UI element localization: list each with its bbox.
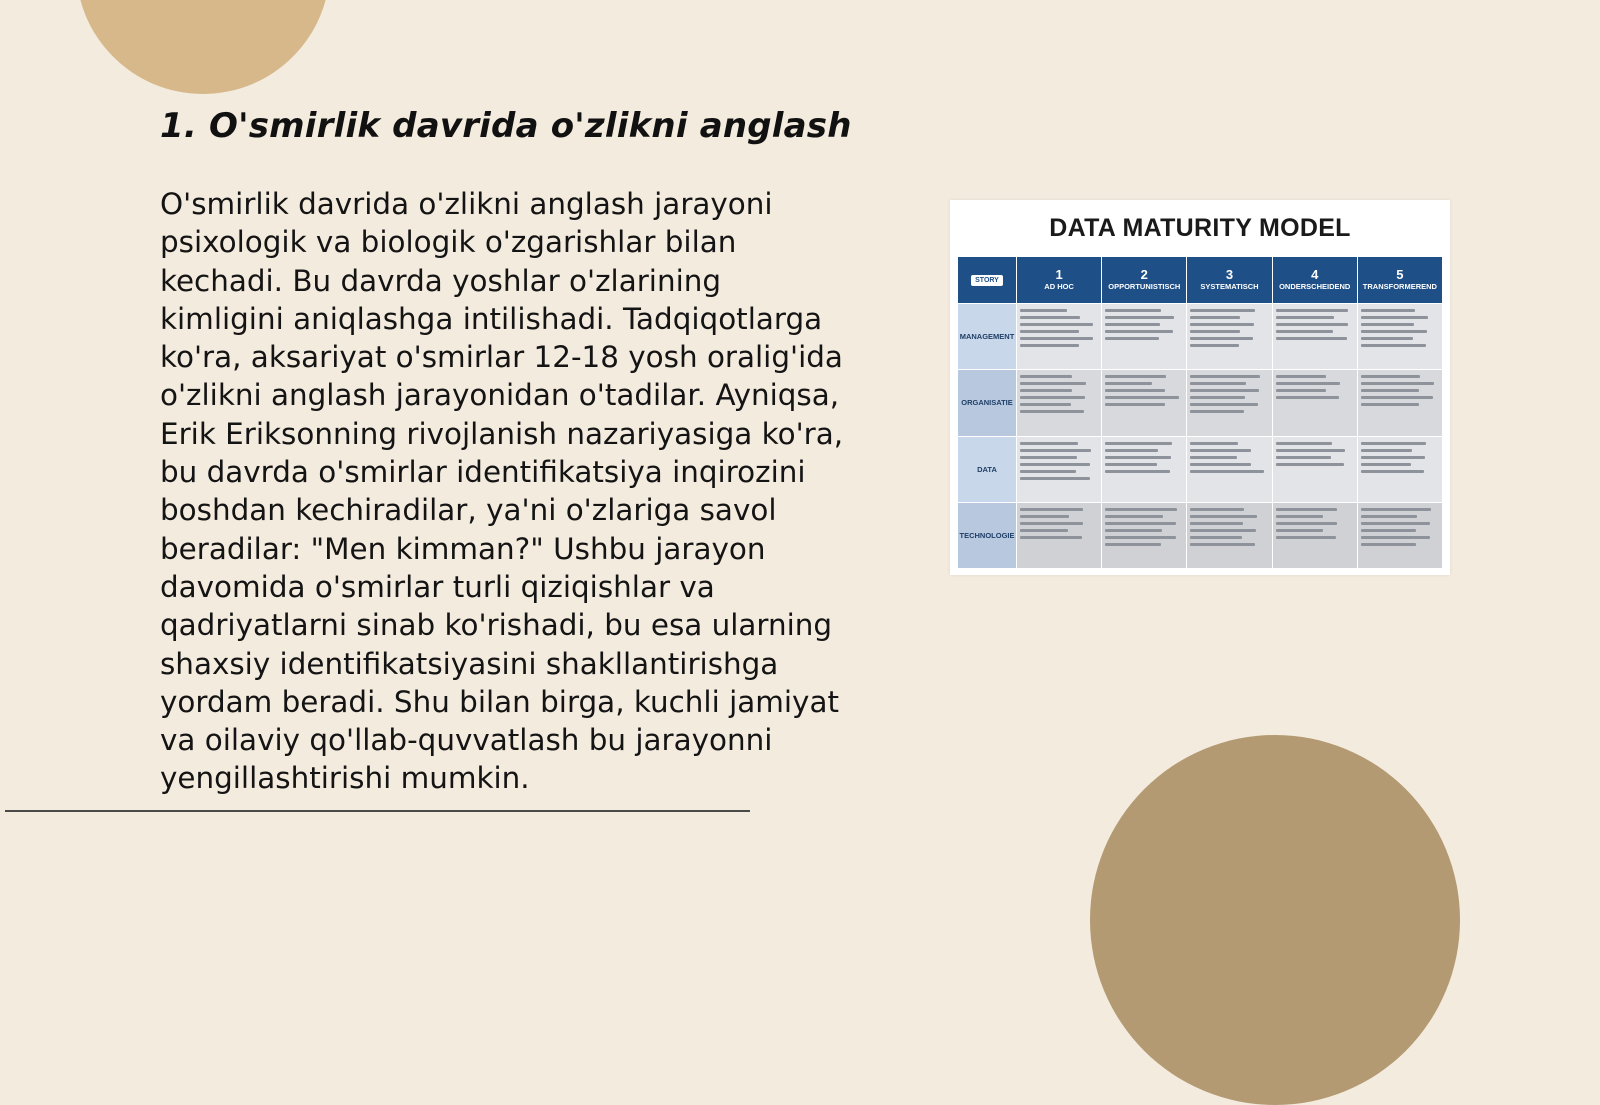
table-cell [1273,370,1357,435]
table-cell [1102,304,1186,369]
cell-text-line [1361,456,1425,459]
table-cell [1017,370,1101,435]
cell-text-line [1020,470,1076,473]
cell-text-line [1190,382,1246,385]
table-cell [1358,503,1442,568]
table-cell [1273,304,1357,369]
cell-text-line [1361,470,1424,473]
cell-text-line [1276,508,1338,511]
column-label: SYSTEMATISCH [1200,282,1259,291]
cell-text-line [1020,515,1069,518]
cell-text-line [1276,515,1324,518]
cell-text-line [1190,316,1240,319]
cell-text-line [1020,316,1080,319]
cell-text-line [1105,316,1174,319]
cell-text-line [1361,543,1416,546]
cell-text-line [1020,375,1072,378]
cell-text-line [1190,337,1253,340]
cell-text-line [1361,344,1427,347]
cell-text-line [1105,529,1162,532]
maturity-table [958,257,1442,568]
cell-text-line [1190,344,1238,347]
cell-text-line [1361,389,1420,392]
cell-text-line [1361,375,1420,378]
cell-text-line [1190,543,1255,546]
cell-text-line [1361,536,1430,539]
cell-text-line [1361,330,1427,333]
cell-text-line [1190,508,1243,511]
column-header [1358,257,1442,303]
cell-text-line [1276,316,1335,319]
cell-text-line [1105,396,1179,399]
cell-text-line [1020,403,1071,406]
table-cell [1187,503,1271,568]
table-cell [1358,304,1442,369]
cell-text-line [1361,403,1419,406]
table-cell [1187,437,1271,502]
table-cell [1358,437,1442,502]
column-header [1102,257,1186,303]
row-label: TECHNOLOGIE [958,503,1016,568]
row-label: MANAGEMENT [958,304,1016,369]
cell-text-line [1020,522,1083,525]
table-cell [1187,304,1271,369]
cell-text-line [1190,323,1253,326]
row-label: ORGANISATIE [958,370,1016,435]
cell-text-line [1105,403,1164,406]
cell-text-line [1276,382,1340,385]
cell-text-line [1276,522,1337,525]
cell-text-line [1190,403,1258,406]
cell-text-line [1190,463,1250,466]
cell-text-line [1020,396,1085,399]
cell-text-line [1276,449,1346,452]
cell-text-line [1361,382,1434,385]
cell-text-line [1020,529,1068,532]
logo-badge: STORY [971,275,1003,286]
cell-text-line [1105,543,1161,546]
cell-text-line [1276,396,1339,399]
cell-text-line [1020,463,1090,466]
slide-title: 1. O'smirlik davrida o'zlikni anglash [160,106,852,146]
cell-text-line [1105,515,1163,518]
row-label: DATA [958,437,1016,502]
cell-text-line [1190,389,1259,392]
cell-text-line [1190,536,1242,539]
cell-text-line [1105,389,1165,392]
column-header [1017,257,1101,303]
cell-text-line [1361,442,1426,445]
column-number: 5 [1396,267,1404,282]
table-cell [1017,437,1101,502]
cell-text-line [1276,442,1332,445]
cell-text-line [1020,449,1091,452]
column-number: 1 [1055,267,1063,282]
cell-text-line [1276,330,1334,333]
table-cell [1358,370,1442,435]
cell-text-line [1276,323,1348,326]
column-number: 2 [1140,267,1148,282]
cell-text-line [1105,323,1160,326]
table-cell [1102,503,1186,568]
column-label: ONDERSCHEIDEND [1279,282,1351,291]
cell-text-line [1020,508,1083,511]
cell-text-line [1361,396,1433,399]
cell-text-line [1105,508,1177,511]
cell-text-line [1361,522,1431,525]
cell-text-line [1020,456,1077,459]
cell-text-line [1105,309,1161,312]
cell-text-line [1190,456,1237,459]
cell-text-line [1190,410,1244,413]
cell-text-line [1105,375,1166,378]
table-cell [1017,503,1101,568]
cell-text-line [1361,449,1412,452]
table-cell [1273,437,1357,502]
cell-text-line [1361,515,1417,518]
cell-text-line [1276,456,1332,459]
cell-text-line [1105,456,1171,459]
cell-text-line [1105,330,1173,333]
cell-text-line [1361,337,1413,340]
cell-text-line [1361,529,1417,532]
cell-text-line [1190,529,1256,532]
cell-text-line [1190,330,1239,333]
cell-text-line [1105,442,1171,445]
table-cell [1102,370,1186,435]
cell-text-line [1190,375,1260,378]
cell-text-line [1020,442,1078,445]
cell-text-line [1190,522,1242,525]
table-cell [1102,437,1186,502]
cell-text-line [1020,410,1084,413]
cell-text-line [1361,316,1428,319]
decorative-circle-top [76,0,330,94]
cell-text-line [1020,536,1082,539]
column-label: OPPORTUNISTISCH [1108,282,1181,291]
cell-text-line [1020,330,1079,333]
logo-cell [958,257,1016,303]
cell-text-line [1190,449,1251,452]
column-label: TRANSFORMEREND [1362,282,1437,291]
cell-text-line [1190,442,1238,445]
column-header [1273,257,1357,303]
column-label: AD HOC [1044,282,1074,291]
cell-text-line [1020,323,1093,326]
cell-text-line [1361,309,1415,312]
column-header [1187,257,1271,303]
cell-text-line [1020,477,1090,480]
data-maturity-model-image [950,200,1450,575]
cell-text-line [1276,375,1327,378]
cell-text-line [1276,309,1349,312]
cell-text-line [1190,309,1254,312]
cell-text-line [1105,463,1157,466]
cell-text-line [1361,323,1414,326]
cell-text-line [1105,470,1170,473]
figure-title: DATA MATURITY MODEL [1049,214,1351,242]
cell-text-line [1105,522,1176,525]
divider-line [5,810,750,812]
cell-text-line [1190,515,1256,518]
cell-text-line [1276,389,1326,392]
cell-text-line [1020,337,1093,340]
column-number: 3 [1225,267,1234,282]
table-cell [1187,370,1271,435]
slide-body-text: O'smirlik davrida o'zlikni anglash jarayoni psixologik va biologik o'zgarishlar bilan kechadi. Bu davrda yoshlar o'zlarining kimligini aniqlashga intilishadi. Tadqiqotlarga ko'ra, aksariyat o'smirlar 12-18 yosh oralig'ida o'zlikni anglash jarayonidan o'tadilar. Ayniqsa, Erik Eriksonning rivojlanish nazariyasiga ko'ra, bu davrda o'smirlar identifikatsiya inqirozini boshdan kechiradilar, ya'ni o'zlariga savol beradilar: "Men kimman?" Ushbu jarayon davomida o'smirlar turli qiziqishlar va qadriyatlarni sinab ko'rishadi, bu esa ularning shaxsiy identifikatsiyasini shakllantirishga yordam beradi. Shu bilan birga, kuchli jamiyat va oilaviy qo'llab-quvvatlash bu jarayonni yengillashtirishi mumkin. [160,187,844,796]
cell-text-line [1190,396,1245,399]
table-cell [1273,503,1357,568]
cell-text-line [1190,470,1264,473]
cell-text-line [1105,382,1152,385]
cell-text-line [1276,529,1323,532]
cell-text-line [1276,536,1336,539]
column-number: 4 [1311,267,1319,282]
cell-text-line [1361,463,1411,466]
decorative-circle-bottom [1090,735,1460,1105]
cell-text-line [1361,508,1431,511]
cell-text-line [1020,344,1079,347]
cell-text-line [1020,389,1072,392]
table-cell [1017,304,1101,369]
cell-text-line [1276,463,1345,466]
cell-text-line [1105,536,1175,539]
cell-text-line [1020,309,1067,312]
cell-text-line [1020,382,1086,385]
cell-text-line [1276,337,1347,340]
cell-text-line [1105,337,1159,340]
cell-text-line [1105,449,1157,452]
